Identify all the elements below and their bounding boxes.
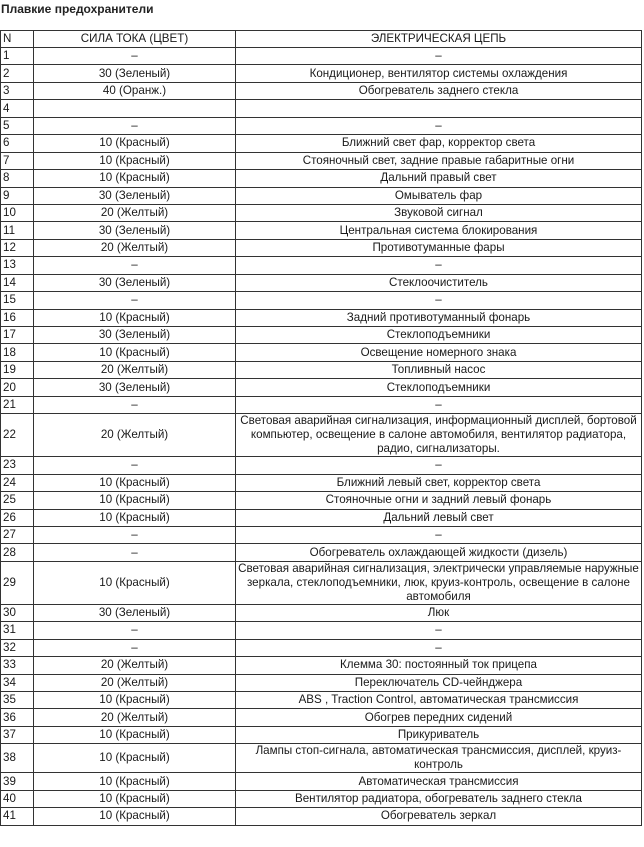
fuse-number-cell: 25	[1, 492, 34, 509]
fuse-number-cell: 5	[1, 117, 34, 134]
fuse-current-cell: 20 (Желтый)	[34, 239, 236, 256]
fuse-circuit-cell: –	[236, 457, 642, 474]
fuse-circuit-cell: Обогреватель охлаждающей жидкости (дизель)	[236, 544, 642, 561]
table-row	[1, 152, 642, 169]
fuse-circuit-cell: Обогреватель зеркал	[236, 808, 642, 825]
fuse-circuit-cell: Световая аварийная сигнализация, электрически управляемые наружные зеркала, стеклоподъемники, люк, круиз-контроль, освещение в салоне автомобиля	[236, 561, 642, 604]
table-row	[1, 292, 642, 309]
fuse-number-cell: 4	[1, 100, 34, 117]
fuse-number-cell: 10	[1, 204, 34, 221]
fuse-current-cell: 30 (Зеленый)	[34, 187, 236, 204]
fuse-number-cell: 22	[1, 414, 34, 457]
table-row	[1, 692, 642, 709]
fuse-number-cell: 27	[1, 526, 34, 543]
table-row	[1, 639, 642, 656]
fuse-circuit-cell: –	[236, 396, 642, 413]
fuse-number-cell: 41	[1, 808, 34, 825]
fuse-current-cell: 10 (Красный)	[34, 509, 236, 526]
table-row	[1, 773, 642, 790]
fuse-current-cell: 10 (Красный)	[34, 152, 236, 169]
table-row	[1, 561, 642, 604]
table-row	[1, 526, 642, 543]
column-header-current: СИЛА ТОКА (ЦВЕТ)	[34, 31, 236, 48]
fuse-circuit-cell: Омыватель фар	[236, 187, 642, 204]
fuse-circuit-cell: Стояночный свет, задние правые габаритные огни	[236, 152, 642, 169]
table-row	[1, 222, 642, 239]
fuse-current-cell: –	[34, 457, 236, 474]
fuse-number-cell: 18	[1, 344, 34, 361]
table-row	[1, 239, 642, 256]
table-row	[1, 808, 642, 825]
fuse-current-cell: 20 (Желтый)	[34, 414, 236, 457]
table-row	[1, 396, 642, 413]
fuse-current-cell: 10 (Красный)	[34, 344, 236, 361]
table-row	[1, 414, 642, 457]
fuse-circuit-cell	[236, 100, 642, 117]
fuse-current-cell	[34, 100, 236, 117]
fuse-number-cell: 8	[1, 170, 34, 187]
table-row	[1, 100, 642, 117]
fuse-current-cell: 10 (Красный)	[34, 135, 236, 152]
table-row	[1, 674, 642, 691]
fuse-number-cell: 37	[1, 726, 34, 743]
table-row	[1, 604, 642, 621]
fuse-current-cell: 10 (Красный)	[34, 692, 236, 709]
fuse-number-cell: 1	[1, 48, 34, 65]
fuse-current-cell: 30 (Зеленый)	[34, 604, 236, 621]
table-row	[1, 790, 642, 807]
fuse-number-cell: 26	[1, 509, 34, 526]
fuse-current-cell: –	[34, 48, 236, 65]
fuse-number-cell: 31	[1, 622, 34, 639]
fuse-number-cell: 36	[1, 709, 34, 726]
fuse-circuit-cell: Обогреватель заднего стекла	[236, 82, 642, 99]
fuse-current-cell: 10 (Красный)	[34, 309, 236, 326]
fuse-circuit-cell: Переключатель CD-чейнджера	[236, 674, 642, 691]
fuse-circuit-cell: –	[236, 117, 642, 134]
fuse-number-cell: 19	[1, 361, 34, 378]
fuse-circuit-cell: Топливный насос	[236, 361, 642, 378]
fuse-number-cell: 38	[1, 744, 34, 773]
column-header-number: N	[1, 31, 34, 48]
fuse-circuit-cell: Клемма 30: постоянный ток прицепа	[236, 657, 642, 674]
fuse-number-cell: 28	[1, 544, 34, 561]
fuse-current-cell: 20 (Желтый)	[34, 361, 236, 378]
fuse-current-cell: 10 (Красный)	[34, 492, 236, 509]
table-row	[1, 135, 642, 152]
fuse-circuit-cell: ABS , Traction Control, автоматическая трансмиссия	[236, 692, 642, 709]
fuse-circuit-cell: Противотуманные фары	[236, 239, 642, 256]
fuse-current-cell: 10 (Красный)	[34, 744, 236, 773]
fuse-current-cell: 20 (Желтый)	[34, 204, 236, 221]
fuse-current-cell: –	[34, 396, 236, 413]
table-row	[1, 492, 642, 509]
table-row	[1, 379, 642, 396]
fuse-current-cell: 20 (Желтый)	[34, 709, 236, 726]
fuse-circuit-cell: –	[236, 526, 642, 543]
fuse-number-cell: 40	[1, 790, 34, 807]
fuse-current-cell: 10 (Красный)	[34, 773, 236, 790]
table-row	[1, 544, 642, 561]
table-row	[1, 344, 642, 361]
fuse-circuit-cell: Задний противотуманный фонарь	[236, 309, 642, 326]
fuse-circuit-cell: –	[236, 257, 642, 274]
table-row	[1, 65, 642, 82]
table-row	[1, 622, 642, 639]
fuse-current-cell: –	[34, 292, 236, 309]
table-row	[1, 744, 642, 773]
fuse-circuit-cell: Стеклоочиститель	[236, 274, 642, 291]
table-row	[1, 509, 642, 526]
fuse-circuit-cell: –	[236, 48, 642, 65]
table-row	[1, 170, 642, 187]
fuse-current-cell: 10 (Красный)	[34, 726, 236, 743]
fuse-number-cell: 16	[1, 309, 34, 326]
fuse-current-cell: 40 (Оранж.)	[34, 82, 236, 99]
fuse-circuit-cell: Стеклоподъемники	[236, 327, 642, 344]
fuse-number-cell: 23	[1, 457, 34, 474]
fuse-number-cell: 11	[1, 222, 34, 239]
fuse-circuit-cell: Стеклоподъемники	[236, 379, 642, 396]
fuse-current-cell: 30 (Зеленый)	[34, 222, 236, 239]
fuse-number-cell: 30	[1, 604, 34, 621]
fuse-current-cell: 30 (Зеленый)	[34, 274, 236, 291]
table-row	[1, 709, 642, 726]
fuse-number-cell: 17	[1, 327, 34, 344]
fuse-current-cell: –	[34, 622, 236, 639]
table-row	[1, 82, 642, 99]
fuse-circuit-cell: Кондиционер, вентилятор системы охлаждения	[236, 65, 642, 82]
fuse-current-cell: 30 (Зеленый)	[34, 65, 236, 82]
fuse-number-cell: 34	[1, 674, 34, 691]
fuse-current-cell: –	[34, 117, 236, 134]
fuse-current-cell: 10 (Красный)	[34, 170, 236, 187]
fuse-circuit-cell: Освещение номерного знака	[236, 344, 642, 361]
fuse-current-cell: 10 (Красный)	[34, 474, 236, 491]
fuse-number-cell: 6	[1, 135, 34, 152]
fuse-number-cell: 33	[1, 657, 34, 674]
fuse-number-cell: 20	[1, 379, 34, 396]
fuse-circuit-cell: –	[236, 292, 642, 309]
fuse-current-cell: 10 (Красный)	[34, 790, 236, 807]
fuse-current-cell: 30 (Зеленый)	[34, 327, 236, 344]
fuse-number-cell: 35	[1, 692, 34, 709]
table-row	[1, 274, 642, 291]
fuse-circuit-cell: Звуковой сигнал	[236, 204, 642, 221]
fuse-circuit-cell: Стояночные огни и задний левый фонарь	[236, 492, 642, 509]
table-row	[1, 361, 642, 378]
table-row	[1, 204, 642, 221]
fuse-number-cell: 2	[1, 65, 34, 82]
fuse-current-cell: 30 (Зеленый)	[34, 379, 236, 396]
table-row	[1, 726, 642, 743]
fuse-number-cell: 7	[1, 152, 34, 169]
fuse-current-cell: 10 (Красный)	[34, 808, 236, 825]
fuse-number-cell: 29	[1, 561, 34, 604]
fuse-number-cell: 21	[1, 396, 34, 413]
fuse-current-cell: –	[34, 257, 236, 274]
fuse-number-cell: 24	[1, 474, 34, 491]
fuse-circuit-cell: Ближний свет фар, корректор света	[236, 135, 642, 152]
table-row	[1, 187, 642, 204]
fuse-circuit-cell: –	[236, 639, 642, 656]
fuse-circuit-cell: Обогрев передних сидений	[236, 709, 642, 726]
fuse-circuit-cell: Автоматическая трансмиссия	[236, 773, 642, 790]
fuse-table	[0, 30, 642, 826]
fuse-number-cell: 15	[1, 292, 34, 309]
fuse-circuit-cell: Люк	[236, 604, 642, 621]
fuse-circuit-cell: Лампы стоп-сигнала, автоматическая трансмиссия, дисплей, круиз-контроль	[236, 744, 642, 773]
fuse-number-cell: 39	[1, 773, 34, 790]
fuse-circuit-cell: Ближний левый свет, корректор света	[236, 474, 642, 491]
table-body	[1, 48, 642, 826]
table-row	[1, 657, 642, 674]
fuse-circuit-cell: Дальний левый свет	[236, 509, 642, 526]
fuse-circuit-cell: –	[236, 622, 642, 639]
fuse-number-cell: 3	[1, 82, 34, 99]
fuse-current-cell: 10 (Красный)	[34, 561, 236, 604]
table-row	[1, 48, 642, 65]
table-header-row	[1, 31, 642, 48]
fuse-circuit-cell: Световая аварийная сигнализация, информационный дисплей, бортовой компьютер, освещение в салоне автомобиля, вентилятор радиатора, радио, сигнализаторы.	[236, 414, 642, 457]
fuse-current-cell: 20 (Желтый)	[34, 657, 236, 674]
fuse-number-cell: 32	[1, 639, 34, 656]
table-row	[1, 257, 642, 274]
fuse-circuit-cell: Вентилятор радиатора, обогреватель заднего стекла	[236, 790, 642, 807]
fuse-current-cell: 20 (Желтый)	[34, 674, 236, 691]
fuse-circuit-cell: Прикуриватель	[236, 726, 642, 743]
page-title: Плавкие предохранители	[1, 2, 154, 16]
table-row	[1, 474, 642, 491]
fuse-current-cell: –	[34, 544, 236, 561]
column-header-circuit: ЭЛЕКТРИЧЕСКАЯ ЦЕПЬ	[236, 31, 642, 48]
fuse-current-cell: –	[34, 526, 236, 543]
fuse-circuit-cell: Центральная система блокирования	[236, 222, 642, 239]
table-row	[1, 117, 642, 134]
table-row	[1, 309, 642, 326]
table-row	[1, 457, 642, 474]
table-row	[1, 327, 642, 344]
fuse-circuit-cell: Дальний правый свет	[236, 170, 642, 187]
fuse-current-cell: –	[34, 639, 236, 656]
fuse-number-cell: 12	[1, 239, 34, 256]
fuse-number-cell: 13	[1, 257, 34, 274]
fuse-number-cell: 14	[1, 274, 34, 291]
fuse-number-cell: 9	[1, 187, 34, 204]
